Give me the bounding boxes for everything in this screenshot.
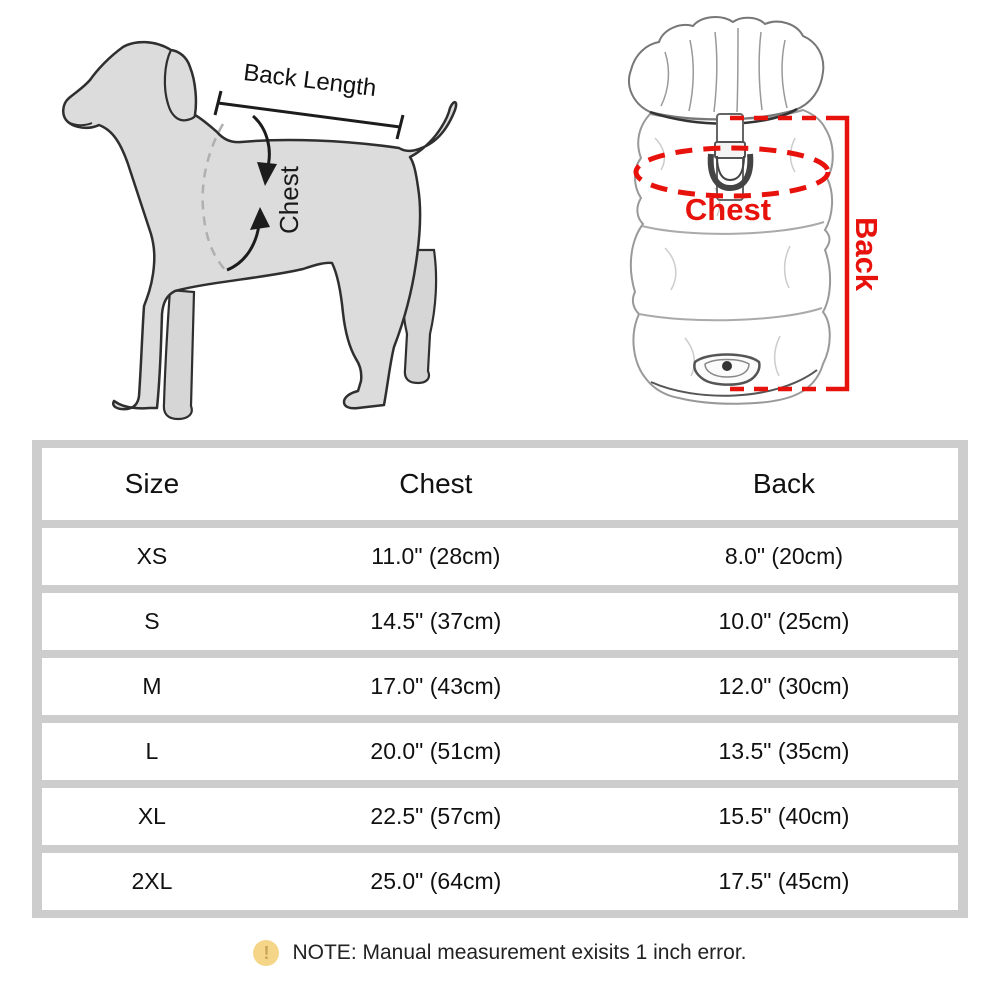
back-length-line [218,103,400,127]
column-header-back: Back [752,468,816,499]
chest-cell: 25.0" (64cm) [370,868,502,894]
note [0,940,1000,966]
table-row [42,658,958,715]
back-cell: 8.0" (20cm) [724,543,843,569]
table-header-row [42,448,958,520]
size-cell: XS [136,543,168,569]
table-row [42,593,958,650]
size-cell: 2XL [131,868,173,894]
size-cell: XL [137,803,166,829]
back-length-label: Back Length [242,59,378,103]
column-header-chest: Chest [399,468,473,499]
table-row [42,853,958,910]
size-cell: L [145,738,159,764]
back-cell: 13.5" (35cm) [718,738,850,764]
vest-back-label: Back [849,216,884,292]
note-text: NOTE: Manual measurement exisits 1 inch error. [292,941,747,964]
size-table [32,440,968,918]
table-row [42,788,958,845]
chest-cell: 17.0" (43cm) [370,673,502,699]
back-cell: 10.0" (25cm) [718,608,850,634]
size-cell: S [144,608,160,634]
dog-measurement-diagram [45,12,495,427]
vest-logo-emblem [722,361,732,371]
size-cell: M [142,673,162,699]
chest-cell: 22.5" (57cm) [370,803,502,829]
back-cell: 15.5" (40cm) [718,803,850,829]
table-row [42,723,958,780]
table-row [42,528,958,585]
warning-icon: ! [253,940,279,966]
column-header-size: Size [124,468,180,499]
back-cell: 17.5" (45cm) [718,868,850,894]
chest-cell: 20.0" (51cm) [370,738,502,764]
vest-measurement-diagram [595,8,895,428]
back-cell: 12.0" (30cm) [718,673,850,699]
chest-cell: 14.5" (37cm) [370,608,502,634]
dog-chest-label: Chest [274,166,304,234]
vest-collar [629,17,823,119]
vest-chest-label: Chest [684,192,772,227]
dog-far-front-leg [164,290,194,419]
chest-cell: 11.0" (28cm) [371,543,501,569]
